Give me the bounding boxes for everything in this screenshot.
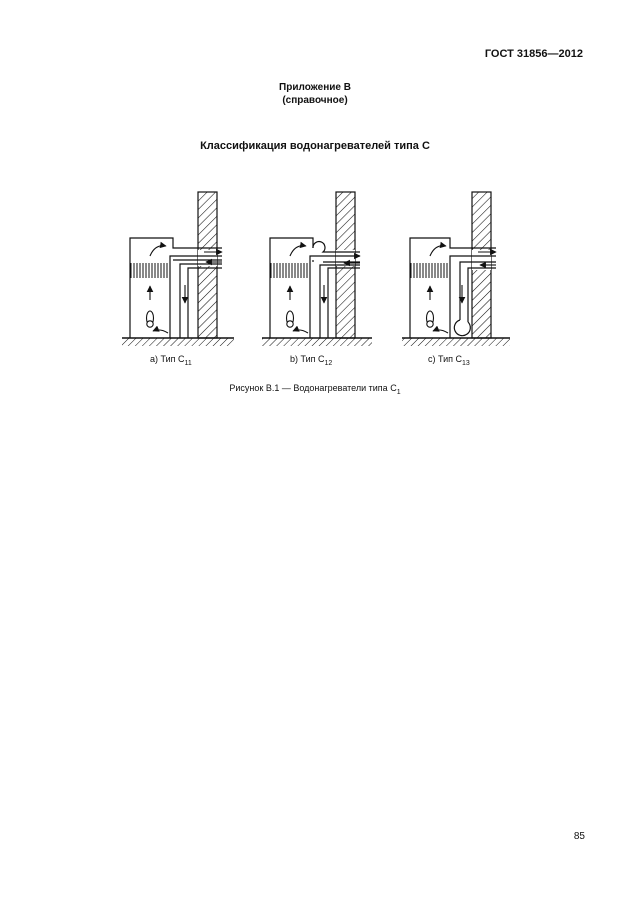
figure-label-c12: b) Тип $С_{12}$ <box>290 354 333 367</box>
section-title: Классификация водонагревателей типа С <box>200 140 430 152</box>
appendix-note: (справочное) <box>282 95 348 106</box>
appendix-title: Приложение В <box>279 82 351 93</box>
diagram-c12 <box>262 192 372 346</box>
figure-label-c11: а) Тип $С_{11}$ <box>150 354 192 367</box>
figure-caption: Рисунок В.1 — Водонагреватели типа $С_1$ <box>229 383 401 396</box>
diagram-c11 <box>122 192 234 346</box>
figure-label-c13: с) Тип $С_{13}$ <box>428 354 470 367</box>
diagram-c13 <box>402 192 510 346</box>
document-header-standard: ГОСТ 31856—2012 <box>484 48 583 60</box>
page-number: 85 <box>573 831 585 842</box>
